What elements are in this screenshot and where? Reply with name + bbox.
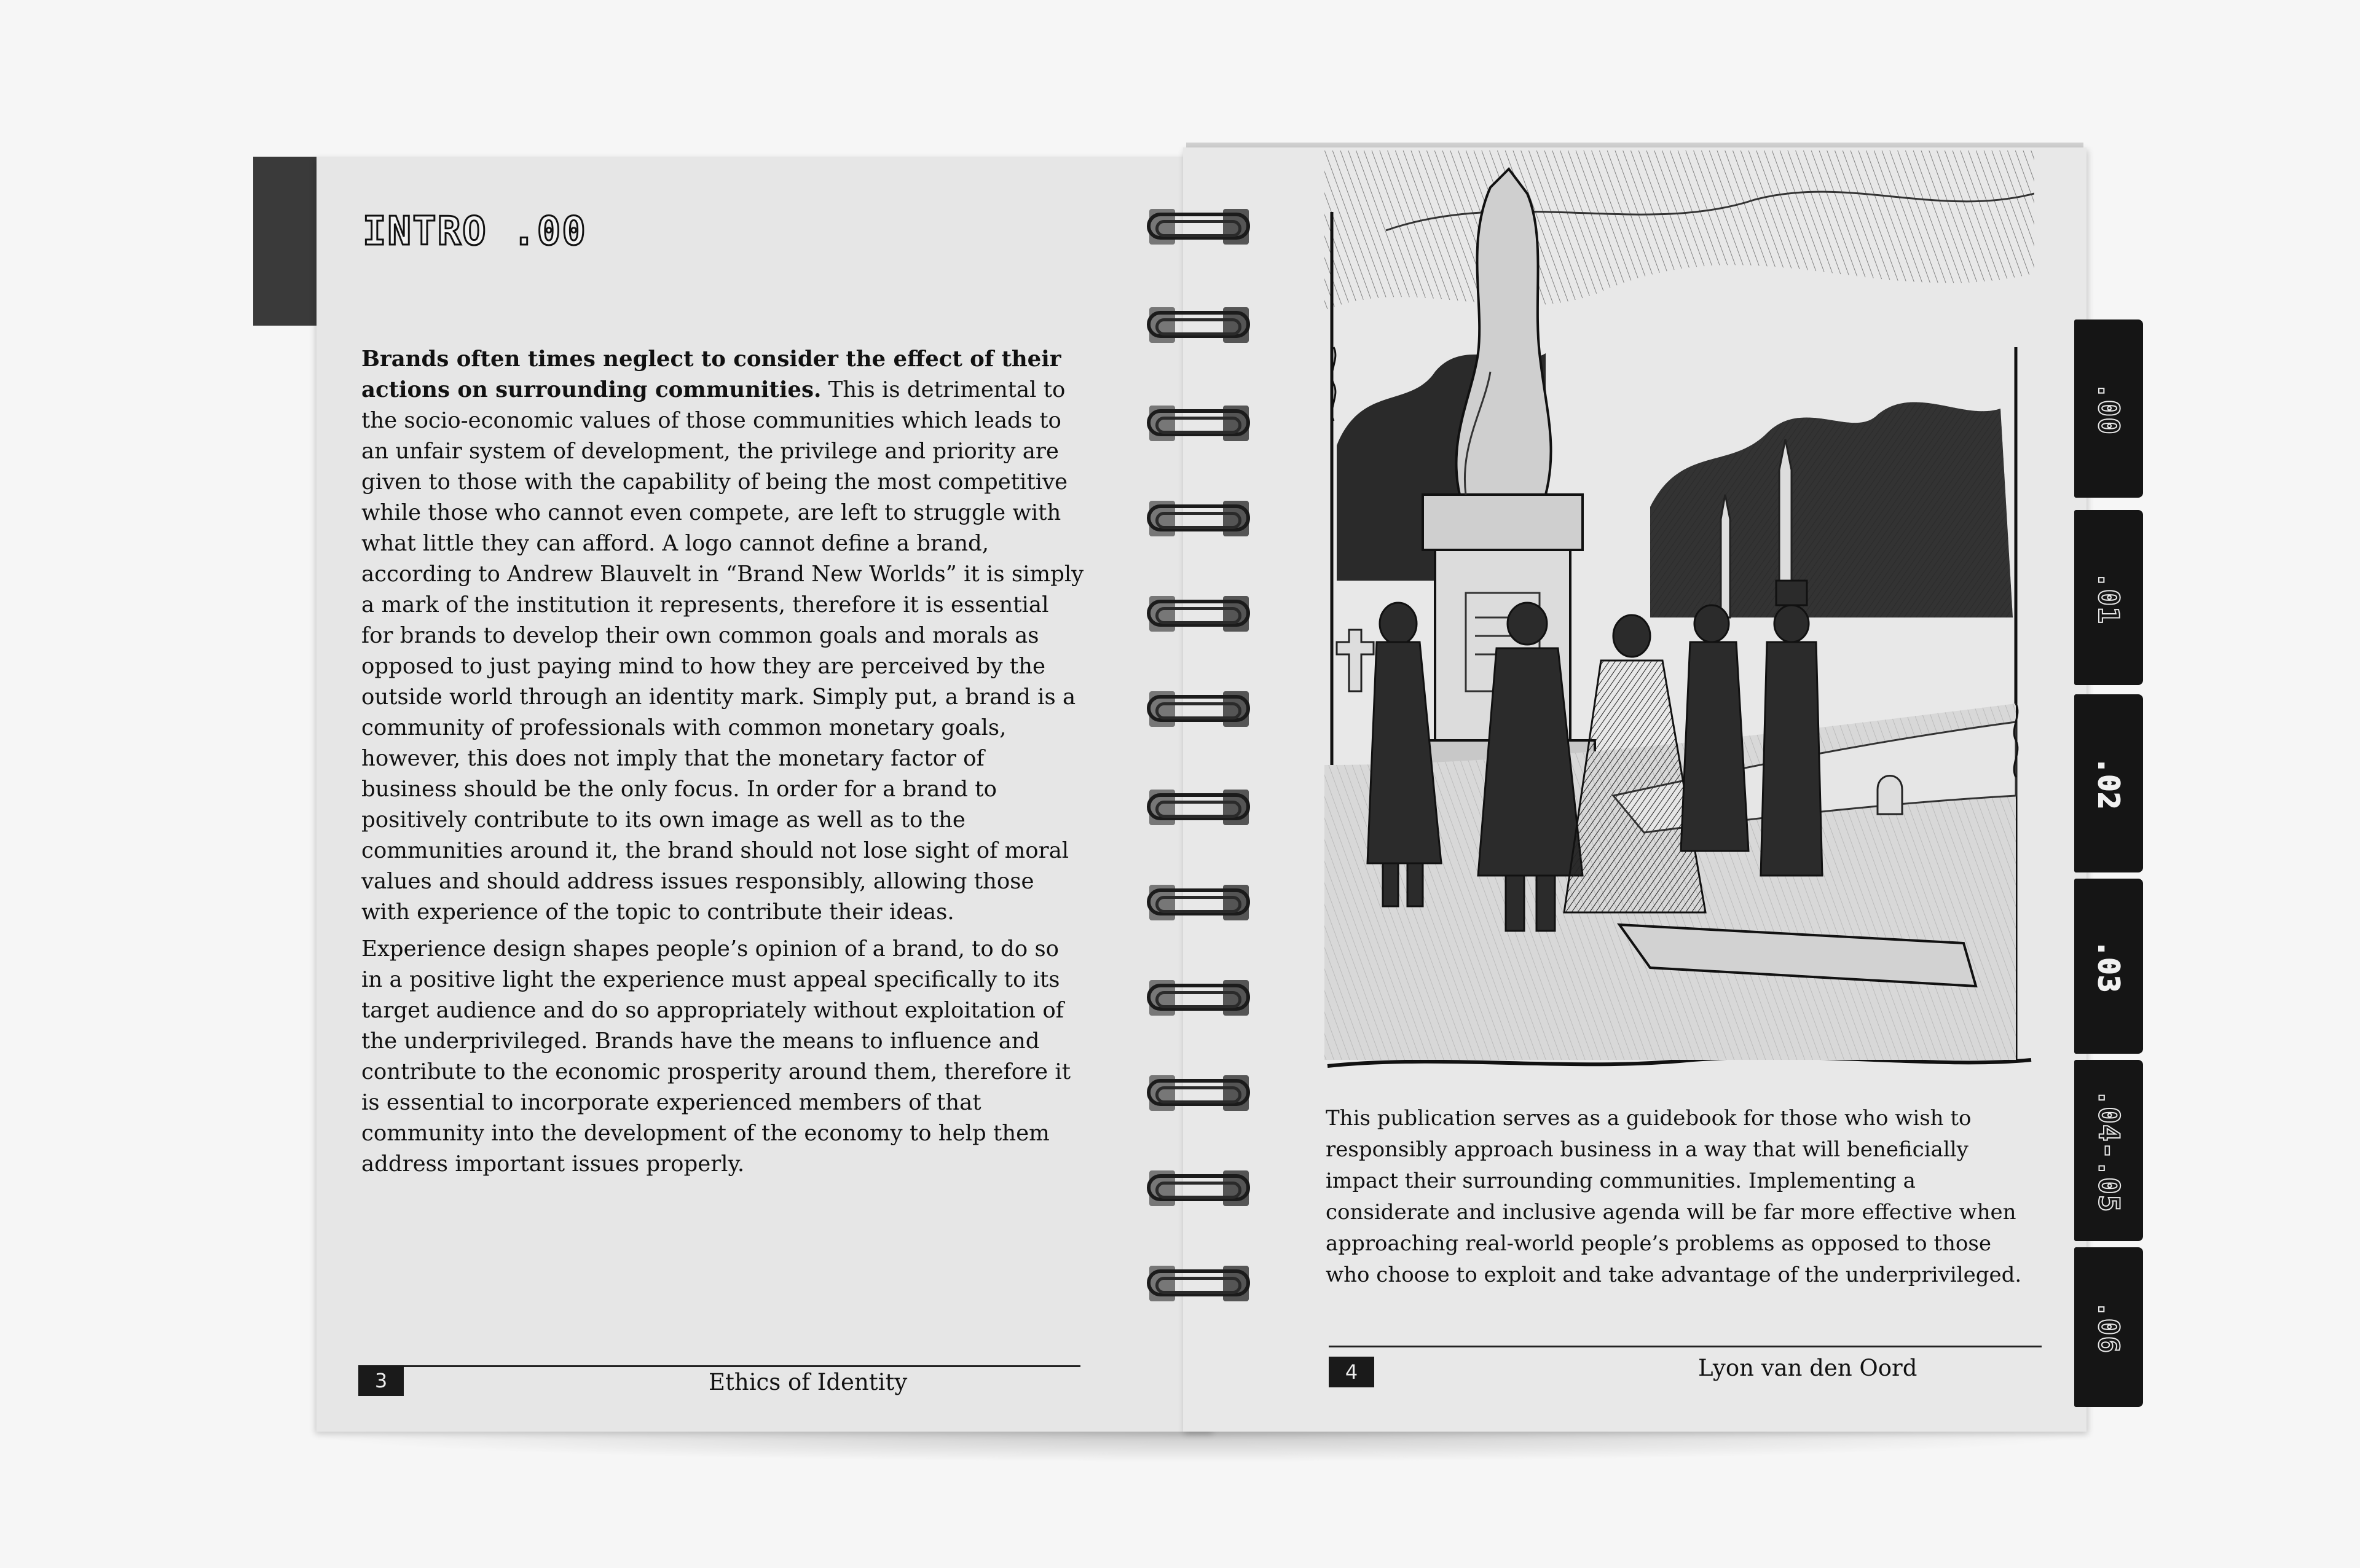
intro-lead-sentence: Brands often times neglect to consider the effect of their actions on surrounding communities.	[361, 347, 1061, 402]
binding-ring	[1131, 399, 1266, 446]
tab-03[interactable]: .03	[2074, 879, 2143, 1054]
tab-06[interactable]: .06	[2074, 1247, 2143, 1407]
binding-ring	[1131, 495, 1266, 541]
binding-ring	[1131, 685, 1266, 732]
spiral-binding	[1131, 203, 1266, 1389]
binding-ring	[1131, 590, 1266, 637]
intro-paragraph-2: Experience design shapes people’s opinion of a brand, to do so in a positive light the experience must appeal specifically to its target audience and do so appropriately without exploitation of the underprivileged. Brands have the means to influence and contribute to the economic prosperity around them, therefore it is essential to incorporate experienced members of that community into the development of the economy to help them address important issues properly.	[361, 936, 1071, 1177]
binding-ring	[1131, 783, 1266, 830]
tab-00[interactable]: .00	[2074, 319, 2143, 498]
right-footer-rule	[1329, 1346, 2042, 1347]
tab-04-05[interactable]: .04-.05	[2074, 1060, 2143, 1241]
tab-01[interactable]: .01	[2074, 510, 2143, 685]
binding-ring	[1131, 974, 1266, 1021]
binding-ring	[1131, 301, 1266, 348]
binding-ring	[1131, 1164, 1266, 1211]
left-page-number: 3	[358, 1365, 404, 1396]
right-page-number: 4	[1329, 1357, 1374, 1387]
intro-paragraph-1-body: This is detrimental to the socio-economic values of those communities which leads to an unfair system of development, the privilege and priority are given to those with the capability of being the most competitive while those who cannot even compete, are left to struggle with what little they can afford. A logo cannot define a brand, according to Andrew Blauvelt in “Brand New Worlds” it is simply a mark of the institution it represents, therefore it is essential for brands to develop their own common goals and morals as opposed to just paying mind to how they are perceived by the outside world through an identity mark. Simply put, a brand is a community of professionals with common monetary goals, however, this does not imply that the monetary factor of business should be the only focus. In order for a brand to positively contribute to its own image as well as to the communities around it, the brand should not lose sight of moral values and should address issues responsibly, allowing those with experience of the topic to contribute their ideas.	[361, 377, 1084, 925]
section-tabs	[2074, 319, 2148, 1407]
binding-ring	[1131, 879, 1266, 925]
right-page-paragraph: This publication serves as a guidebook for those who wish to responsibly approach business in a way that will beneficially impact their surrounding communities. Implementing a considerate and inclusive agenda will be far more effective when approaching real-world people’s problems as opposed to those who choose to exploit and take advantage of the underprivileged.	[1326, 1106, 2022, 1287]
binding-ring	[1131, 1260, 1266, 1306]
left-cover-tab	[253, 157, 326, 326]
binding-ring	[1131, 203, 1266, 249]
cemetery-illustration	[1324, 151, 2034, 1081]
page-title: INTRO .00	[363, 209, 587, 254]
left-footer-title: Ethics of Identity	[709, 1369, 908, 1395]
intro-paragraph-1	[361, 344, 1087, 928]
left-footer-rule	[358, 1365, 1080, 1367]
binding-ring	[1131, 1069, 1266, 1116]
right-footer-author: Lyon van den Oord	[1698, 1355, 1918, 1381]
tab-02[interactable]: .02	[2074, 694, 2143, 872]
